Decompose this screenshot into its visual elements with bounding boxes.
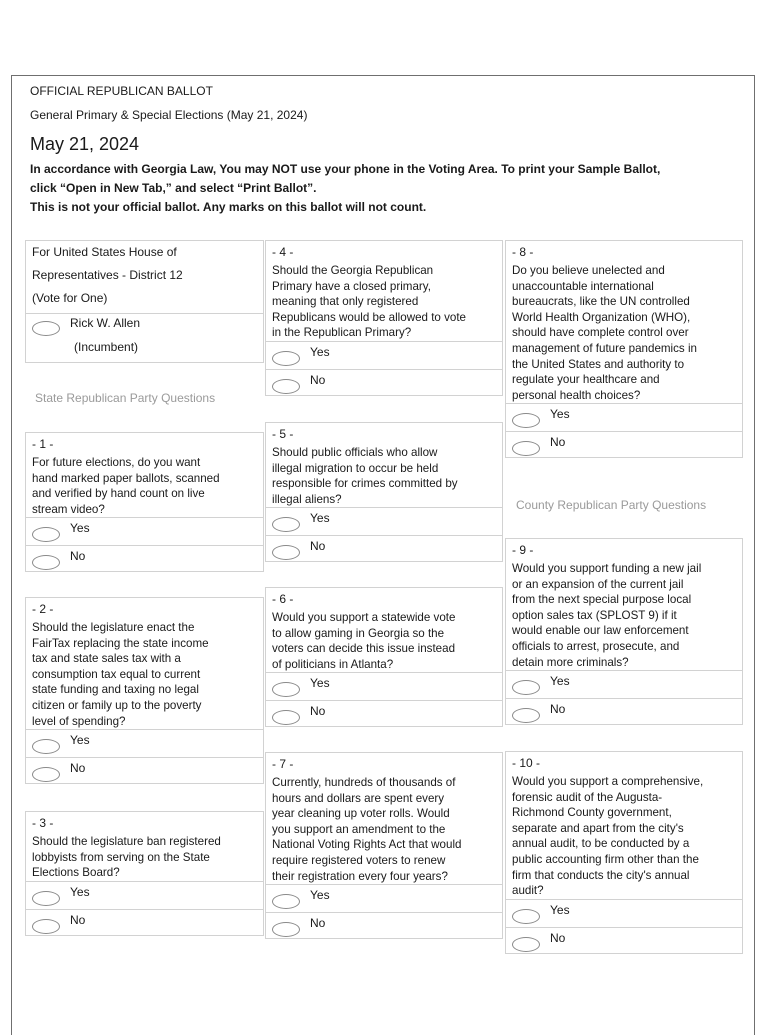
question-text-line: Richmond County government, bbox=[512, 806, 672, 820]
question-text-line: Primary have a closed primary, bbox=[272, 279, 431, 293]
option-oval[interactable] bbox=[512, 441, 540, 456]
question-text-line: hand marked paper ballots, scanned bbox=[32, 471, 220, 485]
option-label: No bbox=[310, 373, 326, 387]
question-text bbox=[506, 774, 742, 901]
option-label: Yes bbox=[550, 407, 570, 422]
option-oval[interactable] bbox=[32, 891, 60, 906]
question-text-line: in the Republican Primary? bbox=[272, 326, 412, 340]
question-text-line: you support an amendment to the bbox=[272, 822, 446, 836]
question-text-line: personal health choices? bbox=[512, 388, 641, 402]
option-yes[interactable] bbox=[26, 881, 263, 909]
option-label: Yes bbox=[550, 902, 570, 917]
question-text-line: from the next special purpose local bbox=[512, 593, 692, 607]
option-label: No bbox=[550, 435, 566, 450]
option-oval[interactable] bbox=[272, 379, 300, 394]
candidate-status: (Incumbent) bbox=[74, 340, 139, 354]
option-no[interactable] bbox=[26, 757, 263, 785]
option-yes[interactable] bbox=[506, 670, 742, 698]
option-oval[interactable] bbox=[512, 937, 540, 952]
question-text-line: Would you support a statewide vote bbox=[272, 611, 456, 624]
option-label: Yes bbox=[310, 676, 330, 691]
question-text-line: Do you believe unelected and bbox=[512, 264, 665, 277]
question-9 bbox=[505, 538, 743, 725]
county-section-title: County Republican Party Questions bbox=[516, 498, 707, 512]
option-no[interactable] bbox=[266, 535, 502, 563]
question-number: - 5 - bbox=[272, 427, 294, 441]
question-text-line: year cleaning up voter rolls. Would bbox=[272, 807, 450, 821]
option-label: Yes bbox=[550, 674, 570, 689]
option-yes[interactable] bbox=[266, 884, 502, 912]
option-oval[interactable] bbox=[272, 682, 300, 697]
question-5 bbox=[265, 422, 503, 562]
option-yes[interactable] bbox=[266, 672, 502, 700]
option-label: No bbox=[310, 539, 326, 554]
question-text-line: Elections Board? bbox=[32, 866, 120, 880]
option-no[interactable] bbox=[506, 698, 742, 726]
question-text-line: the United States and authority to bbox=[512, 357, 685, 371]
option-label: Yes bbox=[70, 521, 90, 536]
question-text-line: stream video? bbox=[32, 502, 105, 516]
question-text-line: or an expansion of the current jail bbox=[512, 577, 684, 591]
question-text-line: separate and apart from the city's bbox=[512, 821, 684, 835]
option-label: Yes bbox=[70, 884, 90, 899]
question-text-line: of politicians in Atlanta? bbox=[272, 657, 394, 671]
question-number: - 1 - bbox=[32, 437, 54, 451]
question-1 bbox=[25, 432, 264, 572]
option-label: No bbox=[310, 704, 326, 719]
question-number: - 3 - bbox=[32, 816, 54, 830]
question-text-line: lobbyists from serving on the State bbox=[32, 850, 210, 864]
option-label: Yes bbox=[310, 511, 330, 526]
phone-notice bbox=[30, 160, 730, 217]
option-label: No bbox=[70, 912, 86, 927]
question-text-line: firm that conducts the city's annual bbox=[512, 868, 690, 882]
question-text-line: audit? bbox=[512, 884, 544, 898]
option-label: Yes bbox=[70, 733, 90, 748]
notice-line: In accordance with Georgia Law, You may NOT use your phone in the Voting Area. To print your Sample Ballot, bbox=[30, 162, 661, 176]
question-text bbox=[266, 775, 502, 886]
option-oval[interactable] bbox=[512, 909, 540, 924]
question-text-line: Should the Georgia Republican bbox=[272, 264, 434, 277]
house-race-box bbox=[25, 240, 264, 363]
question-text-line: Should public officials who allow bbox=[272, 446, 438, 459]
race-title-line: Representatives - District 12 bbox=[32, 268, 183, 282]
option-oval[interactable] bbox=[32, 527, 60, 542]
question-text bbox=[26, 834, 263, 883]
option-label: No bbox=[550, 930, 566, 945]
option-oval[interactable] bbox=[32, 919, 60, 934]
ballot-title: OFFICIAL REPUBLICAN BALLOT bbox=[30, 84, 213, 98]
question-text-line: Republicans would be allowed to vote bbox=[272, 310, 466, 324]
option-no[interactable] bbox=[266, 700, 502, 728]
question-text-line: illegal migration to occur be held bbox=[272, 461, 439, 475]
question-text-line: consumption tax equal to current bbox=[32, 667, 201, 681]
option-no[interactable] bbox=[506, 927, 742, 955]
option-oval[interactable] bbox=[32, 739, 60, 754]
question-number: - 8 - bbox=[512, 245, 534, 259]
question-text bbox=[26, 455, 263, 519]
question-text-line: FairTax replacing the state income bbox=[32, 636, 209, 650]
question-text-line: responsible for crimes committed by bbox=[272, 477, 458, 491]
question-text-line: detain more criminals? bbox=[512, 655, 629, 669]
question-4 bbox=[265, 240, 503, 396]
question-7 bbox=[265, 752, 503, 939]
question-number: - 9 - bbox=[512, 543, 534, 557]
question-text-line: Would you support a comprehensive, bbox=[512, 775, 704, 788]
option-oval[interactable] bbox=[272, 517, 300, 532]
option-oval[interactable] bbox=[272, 351, 300, 366]
option-oval[interactable] bbox=[512, 680, 540, 695]
option-yes[interactable] bbox=[266, 507, 502, 535]
notice-line: This is not your official ballot. Any marks on this ballot will not count. bbox=[30, 200, 427, 214]
option-no[interactable] bbox=[266, 912, 502, 940]
question-3 bbox=[25, 811, 264, 936]
question-text-line: tax and state sales tax with a bbox=[32, 652, 181, 666]
option-label: Yes bbox=[310, 345, 330, 359]
option-oval[interactable] bbox=[272, 922, 300, 937]
question-number: - 2 - bbox=[32, 602, 54, 616]
question-text-line: to allow gaming in Georgia so the bbox=[272, 626, 445, 640]
option-yes[interactable] bbox=[266, 341, 502, 369]
option-label: No bbox=[550, 702, 566, 717]
question-text-line: and verified by hand count on live bbox=[32, 487, 205, 501]
election-name: General Primary & Special Elections (May 21, 2024) bbox=[30, 108, 308, 122]
question-text-line: citizen or family up to the poverty bbox=[32, 698, 202, 712]
option-oval[interactable] bbox=[272, 894, 300, 909]
question-text-line: Currently, hundreds of thousands of bbox=[272, 776, 456, 789]
option-yes[interactable] bbox=[26, 517, 263, 545]
race-title-line: For United States House of bbox=[32, 245, 177, 259]
question-10 bbox=[505, 751, 743, 954]
option-no[interactable] bbox=[26, 545, 263, 573]
question-text-line: hours and dollars are spent every bbox=[272, 791, 445, 805]
candidate-name: Rick W. Allen bbox=[70, 316, 141, 330]
option-oval[interactable] bbox=[32, 555, 60, 570]
question-text-line: option sales tax (SPLOST 9) if it bbox=[512, 608, 677, 622]
question-text-line: World Health Organization (WHO), bbox=[512, 310, 691, 324]
question-text bbox=[506, 561, 742, 672]
option-oval[interactable] bbox=[272, 545, 300, 560]
option-no[interactable] bbox=[26, 909, 263, 937]
question-text bbox=[26, 620, 263, 731]
question-text bbox=[266, 610, 502, 674]
question-text-line: forensic audit of the Augusta- bbox=[512, 790, 663, 804]
question-text-line: voters can decide this issue instead bbox=[272, 642, 456, 656]
question-text-line: unaccountable international bbox=[512, 279, 654, 293]
question-text-line: National Voting Rights Act that would bbox=[272, 838, 462, 852]
question-text-line: would enable our law enforcement bbox=[512, 624, 689, 638]
race-title-line: (Vote for One) bbox=[32, 291, 108, 305]
option-yes[interactable] bbox=[506, 403, 742, 431]
question-number: - 7 - bbox=[272, 757, 294, 771]
option-no[interactable] bbox=[266, 369, 502, 397]
question-text-line: meaning that only registered bbox=[272, 295, 419, 309]
option-oval[interactable] bbox=[32, 767, 60, 782]
candidate-oval[interactable] bbox=[32, 321, 60, 336]
question-text-line: illegal aliens? bbox=[272, 492, 342, 506]
option-label: Yes bbox=[310, 888, 330, 903]
question-text-line: state funding and taxing no legal bbox=[32, 683, 199, 697]
question-number: - 4 - bbox=[272, 245, 294, 259]
option-oval[interactable] bbox=[272, 710, 300, 725]
option-no[interactable] bbox=[506, 431, 742, 459]
question-8 bbox=[505, 240, 743, 458]
candidate-option[interactable] bbox=[26, 313, 263, 364]
question-text-line: bureaucrats, like the UN controlled bbox=[512, 295, 690, 309]
question-text-line: officials to arrest, prosecute, and bbox=[512, 639, 680, 653]
option-label: No bbox=[70, 761, 86, 776]
question-text-line: Would you support funding a new jail bbox=[512, 562, 702, 575]
question-text-line: Should the legislature enact the bbox=[32, 621, 195, 634]
option-label: No bbox=[310, 916, 326, 931]
question-text-line: annual audit, to be conducted by a bbox=[512, 837, 690, 851]
question-text bbox=[266, 263, 502, 343]
election-date: May 21, 2024 bbox=[30, 134, 140, 154]
question-number: - 10 - bbox=[512, 756, 541, 770]
question-text-line: For future elections, do you want bbox=[32, 456, 201, 469]
question-text bbox=[506, 263, 742, 405]
question-text-line: management of future pandemics in bbox=[512, 341, 697, 355]
question-number: - 6 - bbox=[272, 592, 294, 606]
question-text-line: level of spending? bbox=[32, 714, 126, 728]
question-2 bbox=[25, 597, 264, 784]
option-yes[interactable] bbox=[26, 729, 263, 757]
question-text-line: their registration every four years? bbox=[272, 869, 448, 883]
question-text-line: require registered voters to renew bbox=[272, 853, 446, 867]
question-text-line: should have complete control over bbox=[512, 326, 689, 340]
question-text-line: Should the legislature ban registered bbox=[32, 835, 221, 848]
question-6 bbox=[265, 587, 503, 727]
notice-line: click “Open in New Tab,” and select “Print Ballot”. bbox=[30, 181, 317, 195]
question-text-line: public accounting firm other than the bbox=[512, 852, 699, 866]
option-oval[interactable] bbox=[512, 708, 540, 723]
option-label: No bbox=[70, 549, 86, 564]
state-section-title: State Republican Party Questions bbox=[35, 391, 216, 405]
question-text-line: regulate your healthcare and bbox=[512, 373, 660, 387]
option-yes[interactable] bbox=[506, 899, 742, 927]
option-oval[interactable] bbox=[512, 413, 540, 428]
question-text bbox=[266, 445, 502, 509]
